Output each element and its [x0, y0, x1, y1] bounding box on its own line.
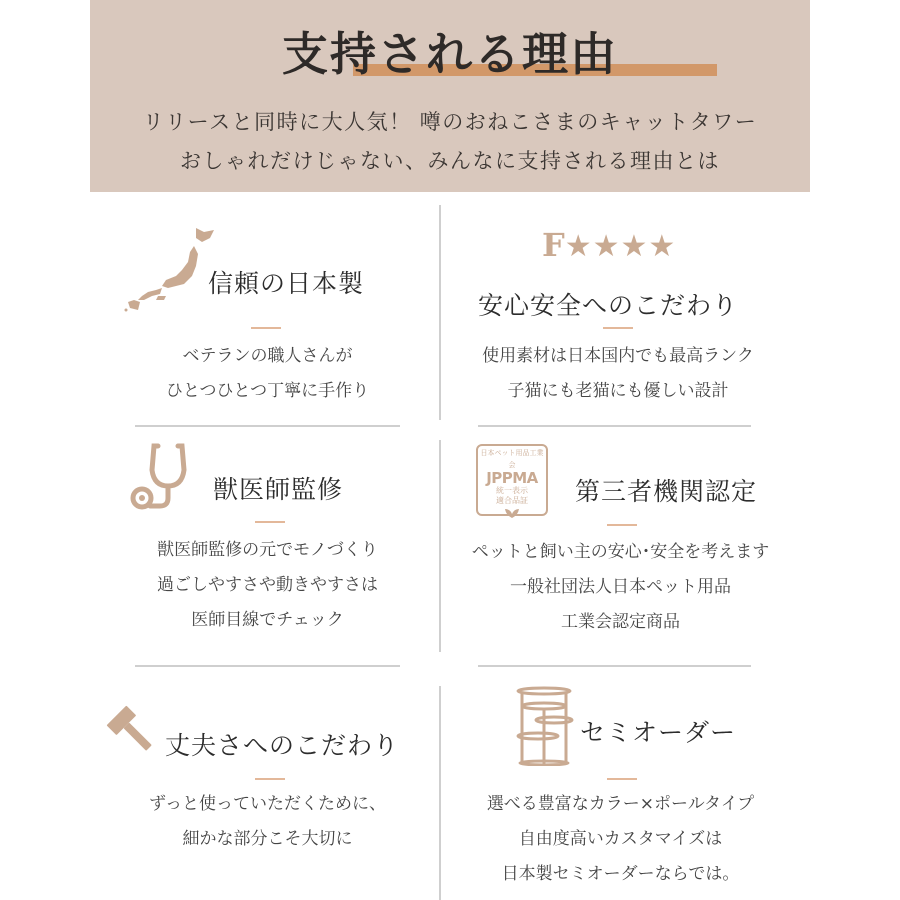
- reason-desc-line: ずっと使っていただくために、: [149, 794, 386, 814]
- divider-vertical-2: [439, 440, 441, 652]
- reason-desc-line: 工業会認定商品: [561, 612, 680, 632]
- jppma-badge-org: 日本ペット用品工業会: [480, 449, 544, 469]
- reason-divider-semi-order: [607, 778, 637, 780]
- reason-title-safety: 安心安全へのこだわり: [478, 291, 739, 320]
- reason-divider-durability: [255, 778, 285, 780]
- reason-desc-line: 一般社団法人日本ペット用品: [510, 577, 731, 597]
- divider-horizontal-1-left: [135, 425, 400, 427]
- reason-divider-safety: [603, 327, 633, 329]
- japan-map-icon: [122, 226, 220, 312]
- reason-desc-certification: [448, 535, 793, 640]
- reason-title-semi-order: セミオーダー: [580, 718, 737, 747]
- jppma-badge-main: JPPMA: [486, 469, 538, 487]
- page-title-text: 支持される理由: [282, 27, 618, 81]
- reason-desc-line: ベテランの職人さんが: [182, 346, 353, 366]
- f-four-star-letter: F: [542, 226, 565, 264]
- f-four-star-stars: ★★★★: [564, 229, 677, 264]
- reason-desc-line: 選べる豊富なカラー×ポールタイプ: [486, 794, 755, 814]
- reason-desc-line: 使用素材は日本国内でも最高ランク: [482, 346, 754, 366]
- reason-title-japan-made: 信頼の日本製: [208, 269, 365, 298]
- reason-desc-line: 自由度高いカスタマイズは: [518, 829, 723, 849]
- cat-tower-icon: [508, 686, 580, 766]
- subtitle-line-2: おしゃれだけじゃない、みんなに支持される理由とは: [180, 149, 720, 173]
- hammer-icon: [106, 705, 158, 757]
- header-banner: [90, 0, 810, 192]
- reason-desc-line: 獣医師監修の元でモノづくり: [157, 540, 378, 560]
- stethoscope-icon: [128, 440, 200, 512]
- reason-desc-vet: [135, 533, 400, 638]
- reason-divider-certification: [607, 524, 637, 526]
- reason-desc-line: 子猫にも老猫にも優しい設計: [507, 381, 729, 401]
- divider-vertical-1: [439, 205, 441, 420]
- reason-desc-semi-order: [448, 787, 793, 892]
- reason-desc-line: ひとつひとつ丁寧に手作り: [165, 381, 370, 401]
- divider-horizontal-2-left: [135, 665, 400, 667]
- reason-divider-japan-made: [251, 327, 281, 329]
- reason-title-durability: 丈夫さへのこだわり: [165, 731, 400, 760]
- reason-desc-safety: [448, 339, 788, 409]
- divider-vertical-3: [439, 686, 441, 900]
- reason-desc-line: ペットと飼い主の安心･安全を考えます: [471, 542, 770, 562]
- jppma-badge-line2: 適合品証: [496, 496, 528, 505]
- jppma-badge-icon: [476, 444, 548, 516]
- divider-horizontal-2-right: [478, 665, 751, 667]
- reason-desc-line: 医師目線でチェック: [191, 610, 344, 630]
- divider-horizontal-1-right: [478, 425, 751, 427]
- subtitle-line-1: リリースと同時に大人気！ 噂のおねこさまのキャットタワー: [142, 110, 758, 134]
- jppma-badge-line1: 統一表示: [496, 486, 528, 495]
- f-four-star-icon: [542, 226, 676, 264]
- reason-title-vet: 獣医師監修: [213, 475, 344, 504]
- reason-desc-japan-made: [135, 339, 400, 409]
- reason-title-certification: 第三者機関認定: [575, 477, 758, 506]
- page-title: [90, 18, 810, 84]
- reason-desc-durability: [135, 787, 400, 857]
- reason-desc-line: 過ごしやすさや動きやすさは: [157, 575, 378, 595]
- reason-desc-line: 細かな部分こそ大切に: [182, 829, 353, 849]
- reason-desc-line: 日本製セミオーダーならでは。: [501, 864, 740, 884]
- leaf-icon: [504, 507, 520, 519]
- reason-divider-vet: [255, 521, 285, 523]
